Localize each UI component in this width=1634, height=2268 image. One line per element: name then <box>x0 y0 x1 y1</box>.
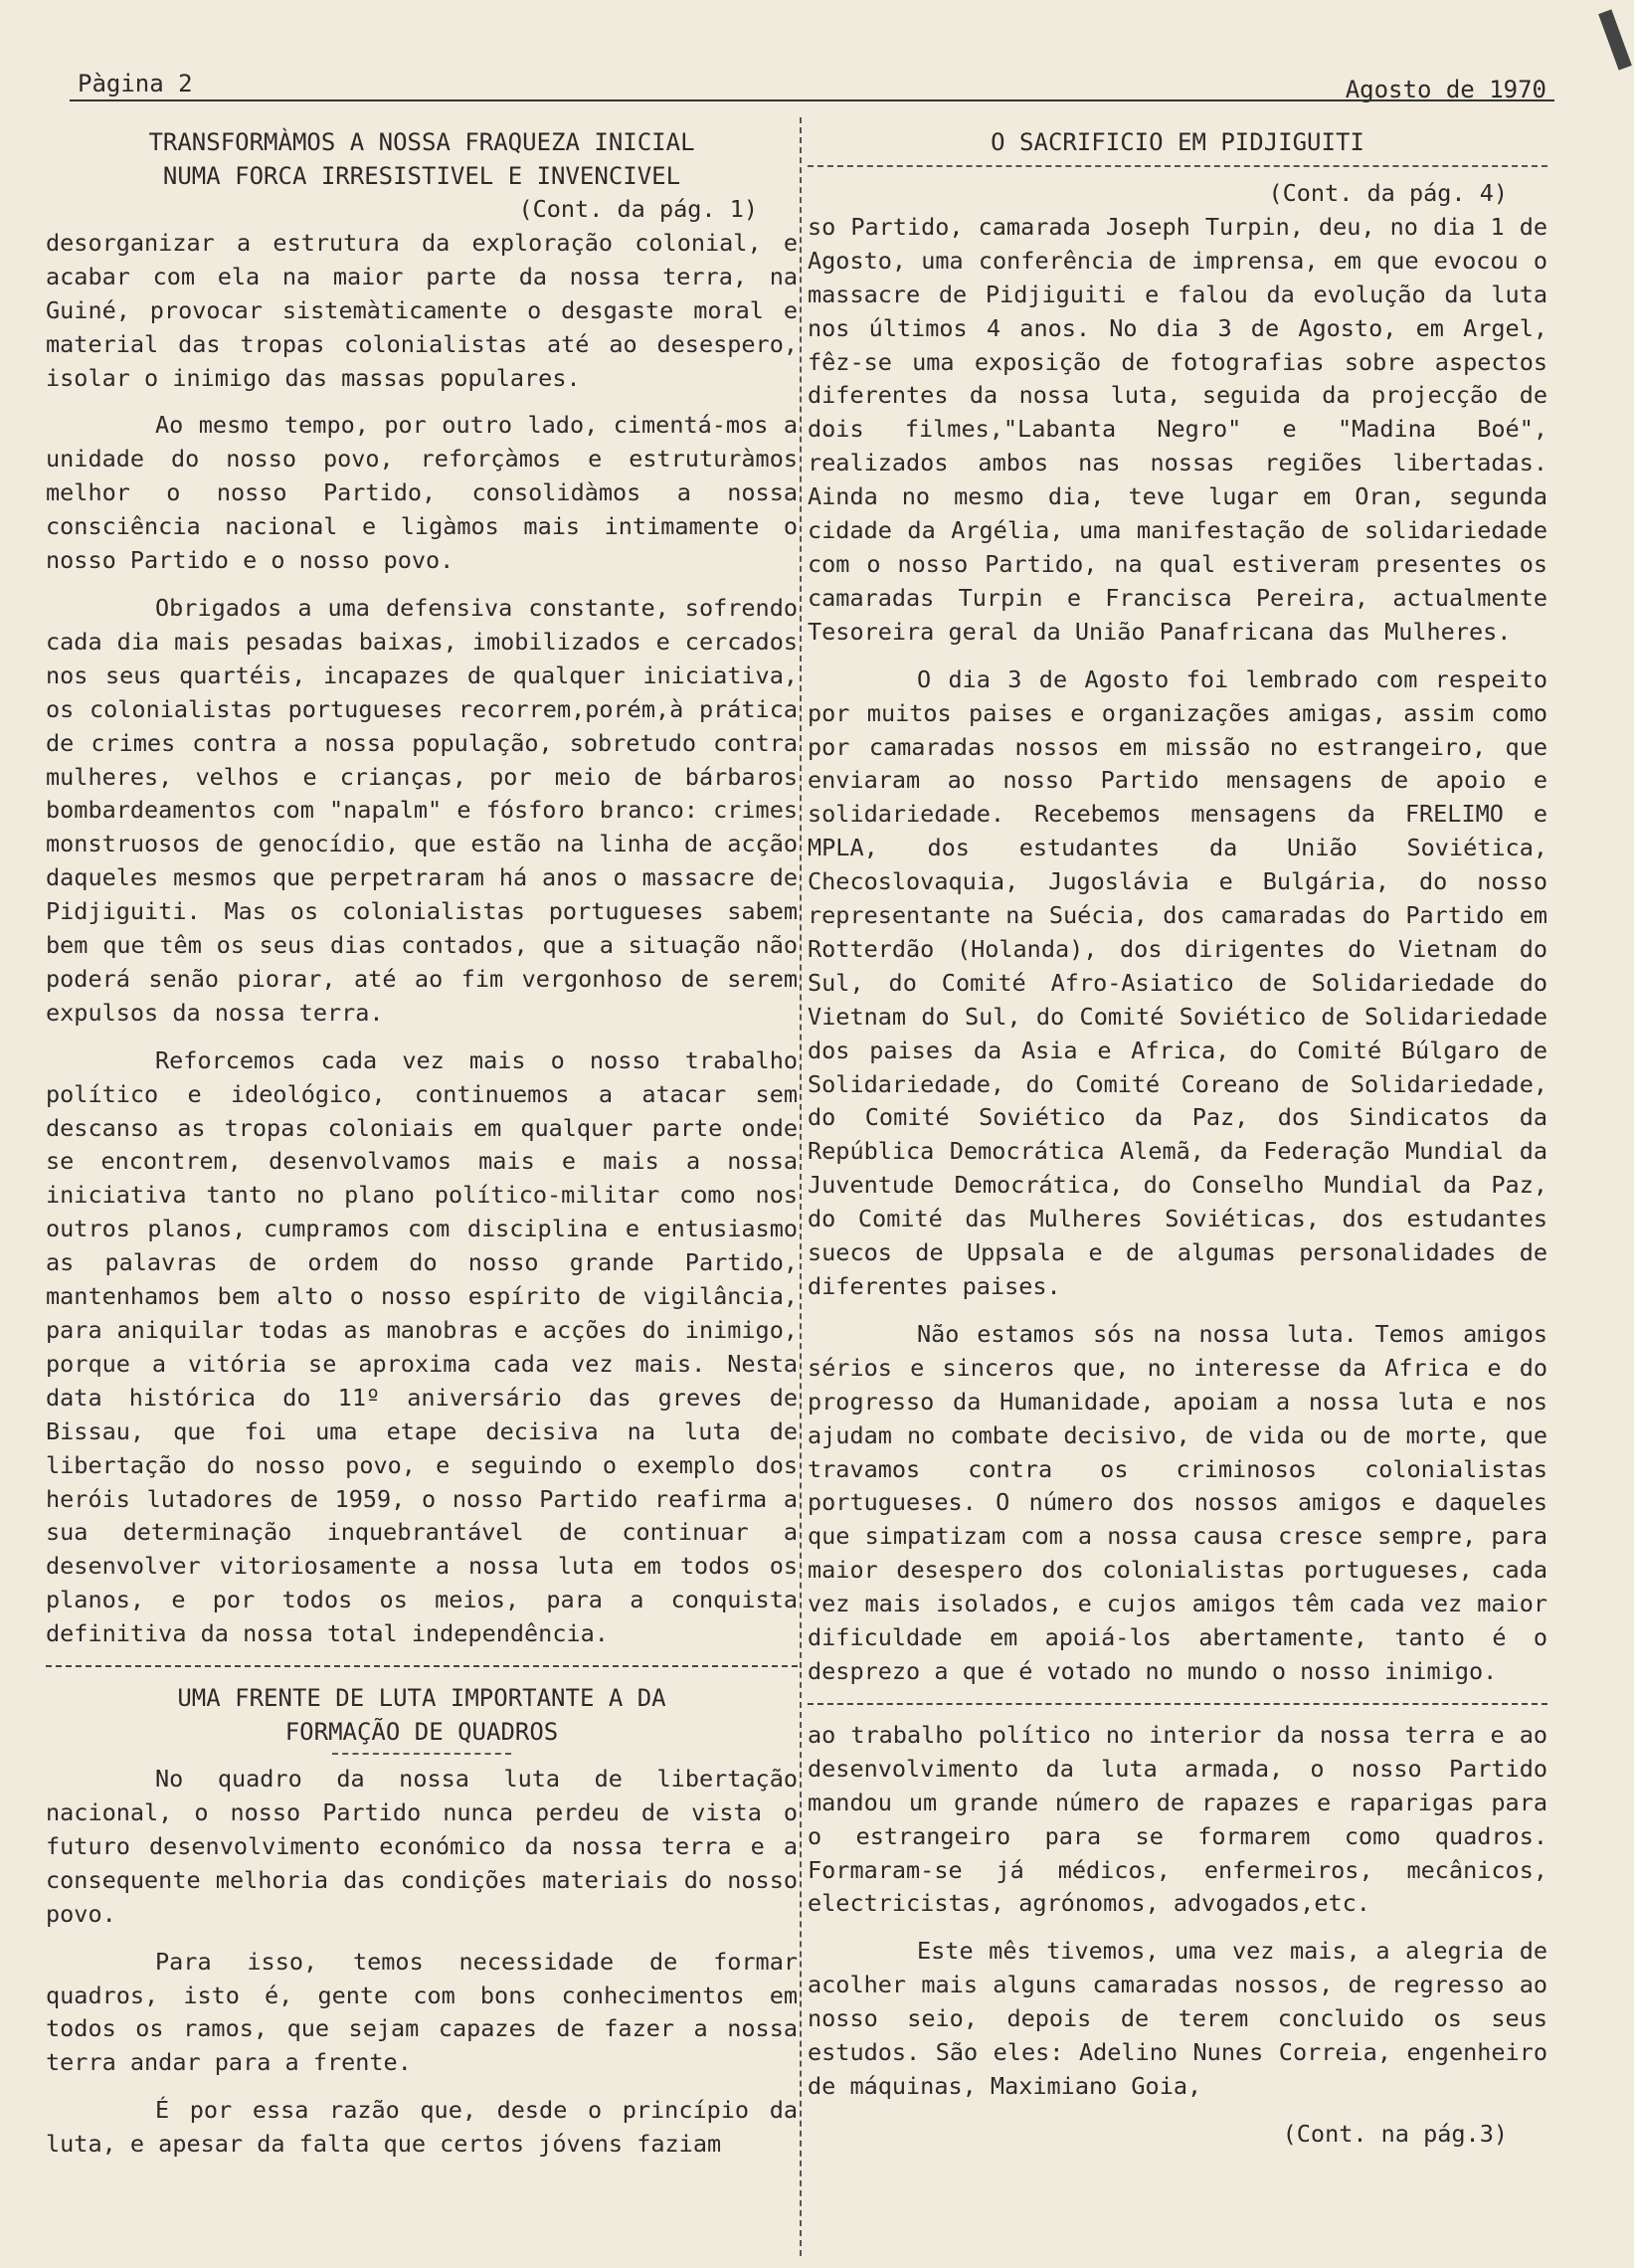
paragraph: Reforcemos cada vez mais o nosso trabalho político e ideológico, continuemos a atacar sem descanso as tropas coloniais em qualquer parte onde se encontrem, desenvolvamos mais e mais a nossa iniciativa tanto no plano político-militar como nos outros planos, cumpramos com disciplina e entusiasmo as palavras de ordem do nosso grande Partido, mantenhamos bem alto o nosso espírito de vigilância, para aniquilar todas as manobras e acções do inimigo, porque a vitória se aproxima cada vez mais. Nesta data histórica do 11º aniversário das greves de Bissau, que foi uma etape decisiva na luta de libertação do nosso povo, e seguindo o exemplo dos heróis lutadores de 1959, o nosso Partido reafirma a sua determinação inquebrantável de continuar a desenvolver vitoriosamente a nossa luta em todos os planos, e por todos os meios, para a conquista definitiva da nossa total independência. <box>46 1045 798 1648</box>
article-title-line2: FORMAÇÃO DE QUADROS <box>284 1718 559 1747</box>
paragraph: desorganizar a estrutura da exploração colonial, e acabar com ela na maior parte da nossa terra, na Guiné, provocar sistemàticamente o desgaste moral e material das tropas colonialistas até ao desespero, isolar o inimigo das massas populares. <box>46 228 798 392</box>
header-rule <box>70 99 1554 101</box>
article-separator <box>46 1665 798 1667</box>
article-title: O SACRIFICIO EM PIDJIGUITI <box>991 128 1364 156</box>
continued-to: (Cont. na pág.3) <box>1282 2119 1508 2148</box>
left-column <box>46 125 798 2175</box>
title-underline <box>808 165 1547 167</box>
page-number: Pàgina 2 <box>78 70 193 97</box>
article-separator <box>808 1703 1547 1705</box>
article-title-line2: NUMA FORCA IRRESISTIVEL E INVENCIVEL <box>162 162 681 190</box>
paragraph: Obrigados a uma defensiva constante, sofrendo cada dia mais pesadas baixas, imobilizados e cercados nos seus quartéis, incapazes de qualquer iniciativa, os colonialistas portugueses recorrem,porém,à prática de crimes contra a nossa população, sobretudo contra mulheres, velhos e crianças, por meio de bárbaros bombardeamentos com "napalm" e fósforo branco: crimes monstruosos de genocídio, que estão na linha de acção daqueles mesmos que perpetraram há anos o massacre de Pidjiguiti. Mas os colonialistas portugueses sabem bem que têm os seus dias contados, que a situação não poderá senão piorar, até ao fim vergonhoso de serem expulsos da nossa terra. <box>46 593 798 1027</box>
paragraph: Este mês tivemos, uma vez mais, a alegria de acolher mais alguns camaradas nossos, de regresso ao nosso seio, depois de terem concluido os seus estudos. São eles: Adelino Nunes Correia, engenheiro de máquinas, Maximiano Goia, <box>808 1937 1547 2100</box>
continued-from: (Cont. da pág. 1) <box>518 195 758 223</box>
paragraph: No quadro da nossa luta de libertação nacional, o nosso Partido nunca perdeu de vista o futuro desenvolvimento económico da nossa terra e a consequente melhoria das condições materiais do nosso povo. <box>46 1765 798 1928</box>
article-title: TRANSFORMÀMOS A NOSSA FRAQUEZA INICIAL <box>148 128 695 156</box>
paragraph: Não estamos sós na nossa luta. Temos amigos sérios e sinceros que, no interesse da Africa e do progresso da Humanidade, apoiam a nossa luta e nos ajudam no combate decisivo, de vida ou de morte, que travamos contra os criminosos colonialistas portugueses. O número dos nossos amigos e daqueles que simpatizam com a nossa causa cresce sempre, para maior desespero dos colonialistas portugueses, cada vez mais isolados, e cujos amigos têm cada vez maior dificuldade em apoiá-los abertamente, tanto é o desprezo a que é votado no mundo o nosso inimigo. <box>808 1319 1547 1685</box>
column-divider <box>800 117 802 2256</box>
paragraph: Ao mesmo tempo, por outro lado, cimentá-mos a unidade do nosso povo, reforçàmos e estruturàmos melhor o nosso Partido, consolidàmos a nossa consciência nacional e ligàmos mais intimamente o nosso Partido e o nosso povo. <box>46 411 798 575</box>
right-column <box>808 125 1547 2152</box>
paragraph: so Partido, camarada Joseph Turpin, deu, no dia 1 de Agosto, uma conferência de imprensa, em que evocou o massacre de Pidjiguiti e falou da evolução da luta nos últimos 4 anos. No dia 3 de Agosto, em Argel, fêz-se uma exposição de fotografias sobre aspectos diferentes da nossa luta, seguida da projecção de dois filmes,"Labanta Negro" e "Madina Boé", realizados ambos nas nossas regiões libertadas. Ainda no mesmo dia, teve lugar em Oran, segunda cidade da Argélia, uma manifestação de solidariedade com o nosso Partido, na qual estiveram presentes os camaradas Turpin e Francisca Pereira, actualmente Tesoreira geral da União Panafricana das Mulheres. <box>808 212 1547 646</box>
title-underline <box>332 1753 511 1755</box>
continued-from: (Cont. da pág. 4) <box>1268 179 1508 207</box>
issue-date: Agosto de 1970 <box>1345 76 1546 103</box>
paragraph: Para isso, temos necessidade de formar quadros, isto é, gente com bons conhecimentos em todos os ramos, que sejam capazes de fazer a nossa terra andar para a frente. <box>46 1947 798 2077</box>
paragraph: É por essa razão que, desde o princípio da luta, e apesar da falta que certos jóvens faziam <box>46 2096 798 2159</box>
binding-mark <box>1598 9 1632 70</box>
paragraph: O dia 3 de Agosto foi lembrado com respeito por muitos paises e organizações amigas, assim como por camaradas nossos em missão no estrangeiro, que enviaram ao nosso Partido mensagens de apoio e solidariedade. Recebemos mensagens da FRELIMO e MPLA, dos estudantes da União Soviética, Checoslovaquia, Jugoslávia e Bulgária, do nosso representante na Suécia, dos camaradas do Partido em Rotterdão (Holanda), dos dirigentes do Vietnam do Sul, do Comité Afro-Asiatico de Solidariedade do Vietnam do Sul, do Comité Soviético de Solidariedade dos paises da Asia e Africa, do Comité Búlgaro de Solidariedade, do Comité Coreano de Solidariedade, do Comité Soviético da Paz, dos Sindicatos da República Democrática Alemã, da Federação Mundial da Juventude Democrática, do Conselho Mundial da Paz, do Comité das Mulheres Soviéticas, dos estudantes suecos de Uppsala e de algumas personalidades de diferentes paises. <box>808 664 1547 1300</box>
article-title: UMA FRENTE DE LUTA IMPORTANTE A DA <box>177 1684 666 1713</box>
paragraph: ao trabalho político no interior da nossa terra e ao desenvolvimento da luta armada, o nosso Partido mandou um grande número de rapazes e raparigas para o estrangeiro para se formarem como quadros. Formaram-se já médicos, enfermeiros, mecânicos, electricistas, agrónomos, advogados,etc. <box>808 1720 1547 1918</box>
